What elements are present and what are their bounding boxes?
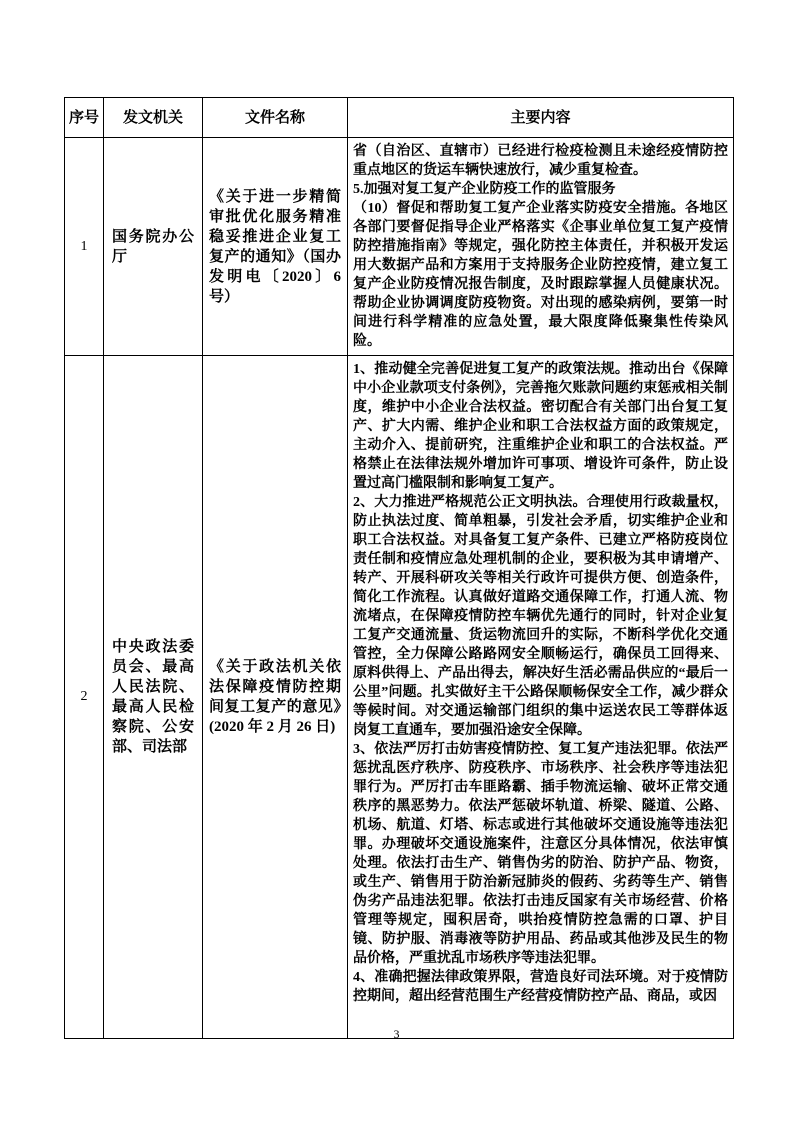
header-agency: 发文机关 bbox=[104, 98, 203, 138]
document-name: 《关于进一步精简审批优化服务精准稳妥推进企业复工复产的通知》（国办发明电〔2020〕6 号） bbox=[203, 138, 348, 356]
content-paragraph: 4、准确把握法律政策界限，营造良好司法环境。对于疫情防控期间，超出经营范围生产经营疫情防控产品、商品，或因 bbox=[353, 970, 728, 1004]
page-number: 3 bbox=[393, 1027, 400, 1041]
header-main-content: 主要内容 bbox=[348, 98, 734, 138]
main-content-cell bbox=[348, 138, 734, 356]
regulations-table bbox=[64, 97, 734, 1039]
content-paragraph: 省（自治区、直辖市）已经进行检疫检测且未途经疫情防控重点地区的货运车辆快速放行，减少重复检查。 bbox=[353, 144, 728, 178]
issuing-agency: 中央政法委员会、最高人民法院、最高人民检察院、公安部、司法部 bbox=[104, 356, 203, 1039]
header-document-name: 文件名称 bbox=[203, 98, 348, 138]
table-row bbox=[65, 356, 734, 1039]
table-row bbox=[65, 138, 734, 356]
issuing-agency: 国务院办公厅 bbox=[104, 138, 203, 356]
content-paragraph: 2、大力推进严格规范公正文明执法。合理使用行政裁量权，防止执法过度、简单粗暴，引发社会矛盾，切实维护企业和职工合法权益。对具备复工复产条件、已建立严格防疫岗位责任制和疫情应急处理机制的企业，要积极为其申请增产、转产、开展科研攻关等相关行政许可提供方便、创造条件，简化工作流程。认真做好道路交通保障工作，打通人流、物流堵点，在保障疫情防控车辆优先通行的同时，针对企业复工复产交通流量、货运物流回升的实际，不断科学优化交通管控，全力保障公路路网安全顺畅运行，确保员工回得来、原料供得上、产品出得去，解决好生活必需品供应的“最后一公里”问题。扎实做好主干公路保顺畅保安全工作，减少群众等候时间。对交通运输部门组织的集中运送农民工等群体返岗复工直通车，要加强沿途安全保障。 bbox=[353, 495, 728, 738]
content-paragraph: 5.加强对复工复产企业防疫工作的监管服务 bbox=[353, 182, 616, 197]
document-name: 《关于政法机关依法保障疫情防控期间复工复产的意见》(2020 年 2 月 26 日) bbox=[203, 356, 348, 1039]
content-paragraph: 1、推动健全完善促进复工复产的政策法规。推动出台《保障中小企业款项支付条例》，完善拖欠账款问题约束惩戒相关制度，维护中小企业合法权益。密切配合有关部门出台复工复产、扩大内需、维护企业和职工合法权益方面的政策规定，主动介入、提前研究，注重维护企业和职工的合法权益。严格禁止在法律法规外增加许可事项、增设许可条件，防止设置过高门槛限制和影响复工复产。 bbox=[353, 362, 728, 491]
table-header-row bbox=[65, 98, 734, 138]
row-index: 2 bbox=[65, 356, 104, 1039]
row-index: 1 bbox=[65, 138, 104, 356]
content-paragraph: 3、依法严厉打击妨害疫情防控、复工复产违法犯罪。依法严惩扰乱医疗秩序、防疫秩序、市场秩序、社会秩序等违法犯罪行为。严厉打击车匪路霸、插手物流运输、破坏正常交通秩序的黑恶势力。依法严惩破坏轨道、桥梁、隧道、公路、机场、航道、灯塔、标志或进行其他破坏交通设施等违法犯罪。办理破坏交通设施案件，注意区分具体情况，依法审慎处理。依法打击生产、销售伪劣的防治、防护产品、物资，或生产、销售用于防治新冠肺炎的假药、劣药等生产、销售伪劣产品违法犯罪。依法打击违反国家有关市场经营、价格管理等规定，囤积居奇，哄抬疫情防控急需的口罩、护目镜、防护服、消毒液等防护用品、药品或其他涉及民生的物品价格，严重扰乱市场秩序等违法犯罪。 bbox=[353, 742, 728, 966]
content-paragraph: （10）督促和帮助复工复产企业落实防疫安全措施。各地区各部门要督促指导企业严格落实《企事业单位复工复产疫情防控措施指南》等规定，强化防控主体责任，并积极开发运用大数据产品和方案用于支持服务企业防控疫情，建立复工复产企业防疫情况报告制度，及时跟踪掌握人员健康状况。帮助企业协调调度防疫物资。对出现的感染病例，要第一时间进行科学精准的应急处置，最大限度降低聚集性传染风险。 bbox=[353, 201, 728, 349]
main-content-cell bbox=[348, 356, 734, 1039]
header-index: 序号 bbox=[65, 98, 104, 138]
